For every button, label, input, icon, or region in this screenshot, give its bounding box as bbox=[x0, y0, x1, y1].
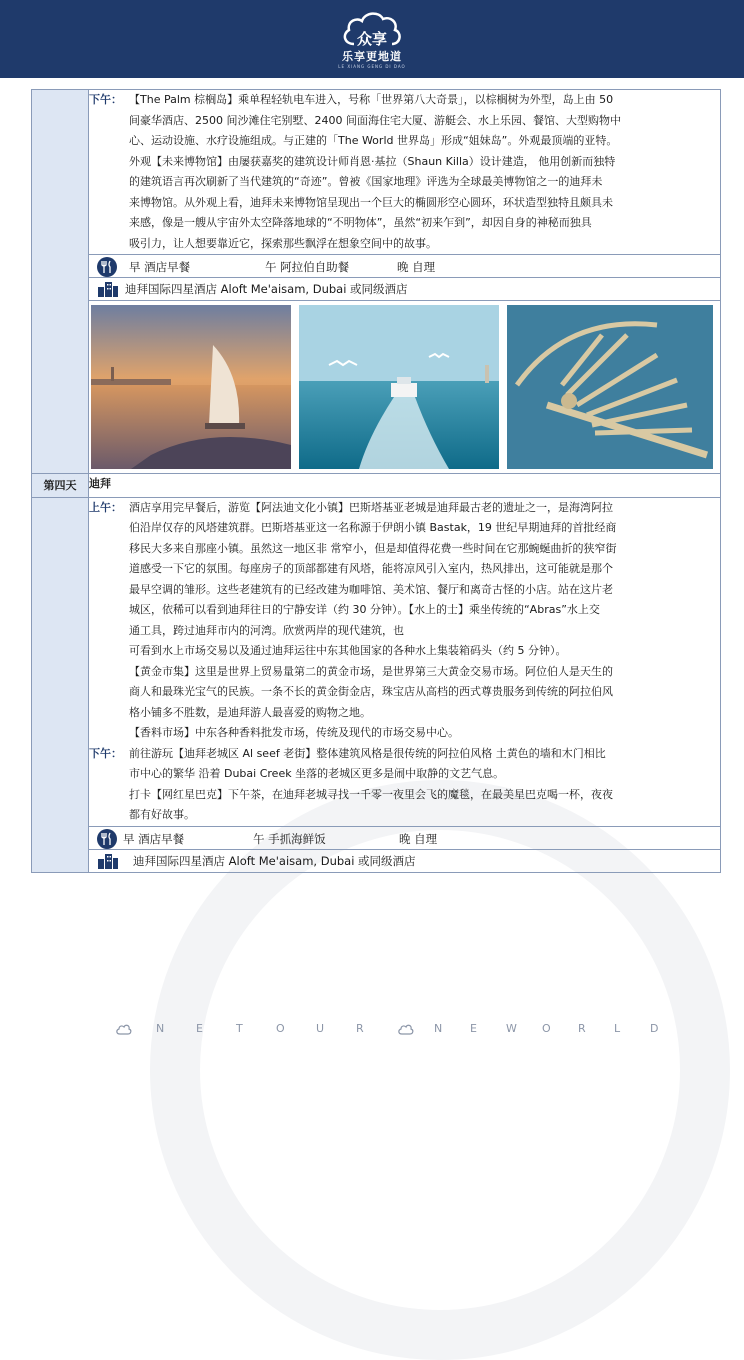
breakfast-label: 早 酒店早餐 bbox=[129, 260, 191, 274]
text-line: 可看到水上市场交易以及通过迪拜运往中东其他国家的各种水上集装箱码头（约 5 分钟）。 bbox=[129, 644, 567, 657]
text-line: 最早空调的雏形。这些老建筑有的已经改建为咖啡馆、美术馆、餐厅和离奇古怪的小店。站在这片老 bbox=[129, 582, 613, 596]
text-line: 间豪华酒店、2500 间沙滩住宅别墅、2400 间面海住宅大厦、游艇会、水上乐园、餐馆、大型购物中 bbox=[129, 113, 621, 127]
lunch-label: 午 阿拉伯自助餐 bbox=[265, 260, 350, 274]
text-line: 格小铺多不胜数，是迪拜游人最喜爱的购物之地。 bbox=[129, 705, 371, 719]
footer-letter: U bbox=[316, 1022, 325, 1035]
afternoon-tag: 下午： bbox=[89, 746, 122, 760]
logo-pinyin: LE XIANG GENG DI DAO bbox=[338, 64, 406, 69]
footer-letter: W bbox=[506, 1022, 517, 1035]
footer-letter: L bbox=[614, 1022, 621, 1035]
text-line: 酒店享用完早餐后，游览【阿法迪文化小镇】巴斯塔基亚老城是迪拜最古老的遗址之一，是海湾阿拉 bbox=[129, 500, 613, 514]
text-line: 前往游玩【迪拜老城区 Al seef 老街】整体建筑风格是很传统的阿拉伯风格 土黄色的墙和木门相比 bbox=[129, 746, 606, 760]
text-line: 通工具，跨过迪拜市内的河湾。欣赏两岸的现代建筑，也 bbox=[129, 623, 404, 637]
page-header bbox=[0, 0, 744, 78]
footer-letter: R bbox=[578, 1022, 586, 1035]
text-line: 都有好故事。 bbox=[129, 808, 195, 821]
day4-title: 迪拜 bbox=[89, 474, 721, 498]
text-line: 商人和最珠光宝气的民族。一条不长的黄金街金店，珠宝店从高档的西式尊贵服务到传统的阿拉伯风 bbox=[129, 685, 613, 698]
brand-logo bbox=[332, 8, 412, 72]
footer-letter: O bbox=[542, 1022, 551, 1035]
text-line: 【黄金市集】这里是世界上贸易量第二的黄金市场，是世界第三大黄金交易市场。阿位伯人是天生的 bbox=[129, 664, 613, 678]
footer-letter: N bbox=[434, 1022, 443, 1035]
logo-main-text: 众享 bbox=[356, 30, 387, 48]
text-line: 【香料市场】中东各种香料批发市场，传统及现代的市场交易中心。 bbox=[129, 726, 459, 739]
day3-meals-row bbox=[89, 255, 721, 278]
logo-sub-text: 乐享更地道 bbox=[342, 50, 402, 63]
footer-letter: E bbox=[470, 1022, 477, 1035]
footer-letter: N bbox=[156, 1022, 165, 1035]
text-line: 吸引力，让人想要靠近它，探索那些飘浮在想象空间中的故事。 bbox=[129, 236, 437, 250]
footer-letter: R bbox=[356, 1022, 364, 1035]
text-line: 伯沿岸仅存的风塔建筑群。巴斯塔基亚这一名称源于伊朗小镇 Bastak，19 世纪早期迪拜的首批经商 bbox=[129, 521, 617, 534]
day4-schedule-section bbox=[89, 497, 721, 826]
text-line: 城区，依稀可以看到迪拜往日的宁静安详（约 30 分钟）。【水上的士】乘坐传统的“Abras”水上交 bbox=[129, 603, 600, 616]
hotel-name: 迪拜国际四星酒店 Aloft Me'aisam, Dubai 或同级酒店 bbox=[133, 853, 416, 868]
day3-hotel-row bbox=[89, 278, 721, 301]
day3-afternoon-section bbox=[89, 90, 721, 255]
afternoon-tag: 下午： bbox=[89, 93, 122, 106]
text-line: 打卡【网红星巴克】下午茶，在迪拜老城寻找一千零一夜里会飞的魔毯，在最美星巴克喝一杯，夜夜 bbox=[129, 787, 613, 801]
lunch-label: 午 手抓海鲜饭 bbox=[253, 831, 326, 846]
fork-knife-icon bbox=[97, 257, 117, 277]
text-line: 心、运动设施、水疗设施组成。与正建的「The World 世界岛」形成“姐妹岛”。外观最顶端的亚特。 bbox=[129, 134, 618, 147]
palm-island-photo bbox=[507, 305, 713, 469]
cloud-icon bbox=[398, 1023, 414, 1035]
morning-tag: 上午： bbox=[89, 500, 122, 514]
day4-day-cell bbox=[32, 497, 89, 872]
text-line: 来博物馆。从外观上看，迪拜未来博物馆呈现出一个巨大的椭圆形空心圆环，环状造型独特且颇具未 bbox=[129, 195, 613, 209]
text-line: 道感受一下它的氛围。每座房子的顶部都建有风塔，能将凉风引入室内，热风排出，这可能就是那个 bbox=[129, 562, 613, 575]
fork-knife-icon bbox=[97, 829, 117, 849]
footer-letter: E bbox=[196, 1022, 203, 1035]
text-line: 的建筑语言再次刷新了当代建筑的“奇迹”。曾被《国家地理》评选为全球最美博物馆之一的迪拜未 bbox=[129, 175, 603, 188]
speedboat-photo bbox=[299, 305, 499, 469]
day4-label: 第四天 bbox=[32, 474, 89, 498]
text-line: 来感，像是一艘从宇宙外太空降落地球的“不明物体”，虽然“初来乍到”，却因自身的神秘而独具 bbox=[129, 216, 592, 229]
day3-day-cell bbox=[32, 90, 89, 474]
day3-photo-strip bbox=[89, 301, 721, 474]
burj-al-arab-photo bbox=[91, 305, 291, 469]
page-footer bbox=[0, 1022, 744, 1038]
footer-letter: O bbox=[276, 1022, 285, 1035]
building-icon bbox=[97, 281, 119, 297]
footer-letter: T bbox=[236, 1022, 243, 1035]
cloud-icon bbox=[116, 1023, 132, 1035]
text-line: 外观【未来博物馆】由屡获嘉奖的建筑设计师肖恩·基拉（Shaun Killa）设计建造， 他用创新而独特 bbox=[129, 154, 616, 168]
day4-hotel-row bbox=[89, 849, 721, 872]
breakfast-label: 早 酒店早餐 bbox=[123, 831, 185, 846]
dinner-label: 晚 自理 bbox=[397, 260, 436, 274]
day4-meals-row bbox=[89, 826, 721, 849]
text-line: 【The Palm 棕榈岛】乘单程轻轨电车进入，号称「世界第八大奇景」，以棕榈树为外型，岛上由 50 bbox=[129, 93, 614, 106]
hotel-name: 迪拜国际四星酒店 Aloft Me'aisam, Dubai 或同级酒店 bbox=[125, 282, 408, 296]
footer-letter: D bbox=[650, 1022, 659, 1035]
dinner-label: 晚 自理 bbox=[399, 831, 438, 846]
building-icon bbox=[97, 853, 119, 869]
itinerary-table bbox=[31, 89, 721, 873]
text-line: 市中心的繁华 沿着 Dubai Creek 坐落的老城区更多是闹中取静的文艺气息。 bbox=[129, 767, 505, 780]
text-line: 移民大多来自那座小镇。虽然这一地区非 常窄小，但是却值得花费一些时间在它那蜿蜒曲折的狭窄街 bbox=[129, 541, 617, 555]
